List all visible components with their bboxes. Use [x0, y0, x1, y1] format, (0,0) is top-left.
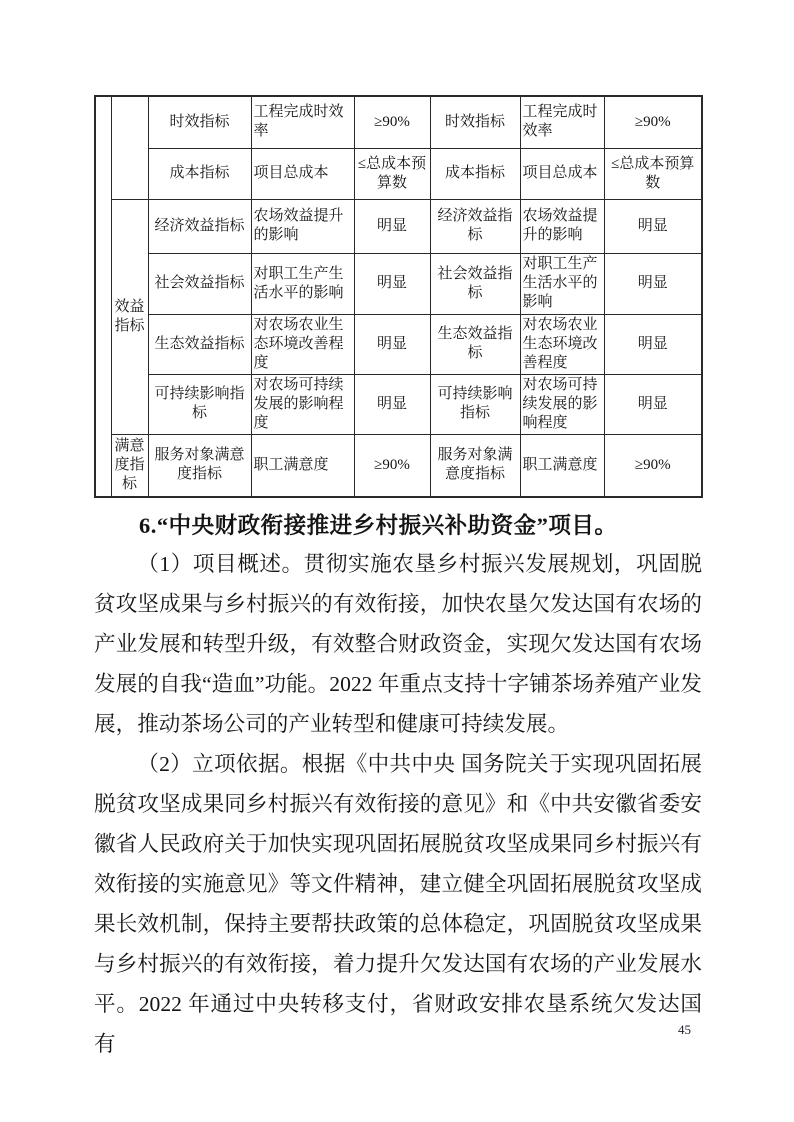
table-cell: 服务对象满意度指标	[148, 434, 251, 497]
table-cell: 对职工生产生活水平的影响	[251, 253, 354, 314]
table-cell: 对农场可持续发展的影响程度	[251, 374, 354, 434]
table-row	[95, 314, 702, 374]
table-cell: 工程完成时效率	[251, 96, 354, 148]
table-cell: 可持续影响指标	[430, 374, 520, 434]
table-cell: 项目总成本	[520, 148, 604, 199]
table-row	[95, 253, 702, 314]
table-cell: 时效指标	[430, 96, 520, 148]
table-cell: 对职工生产生活水平的影响	[520, 253, 604, 314]
table-cell: 明显	[354, 374, 430, 434]
table-cell: 可持续影响指标	[148, 374, 251, 434]
performance-indicator-table	[94, 95, 703, 498]
table-cell: 社会效益指标	[430, 253, 520, 314]
table-cell	[111, 96, 148, 199]
table-row	[95, 434, 702, 497]
table-cell: ≥90%	[354, 434, 430, 497]
table-cell: 经济效益指标	[148, 199, 251, 253]
table-cell: 时效指标	[148, 96, 251, 148]
table-cell	[95, 96, 111, 497]
table-cell: 成本指标	[430, 148, 520, 199]
table-cell: ≥90%	[604, 434, 702, 497]
table-row	[95, 374, 702, 434]
table-cell: 生态效益指标	[430, 314, 520, 374]
table-cell: 服务对象满意度指标	[430, 434, 520, 497]
table-cell: 农场效益提升的影响	[520, 199, 604, 253]
table-cell: 对农场农业生态环境改善程度	[520, 314, 604, 374]
table-cell: 对农场农业生态环境改善程度	[251, 314, 354, 374]
table-cell: 职工满意度	[520, 434, 604, 497]
table-cell: 职工满意度	[251, 434, 354, 497]
table-cell: 对农场可持续发展的影响程度	[520, 374, 604, 434]
table-cell: 明显	[354, 199, 430, 253]
table-cell: 明显	[604, 199, 702, 253]
table-cell: ≤总成本预算数	[604, 148, 702, 199]
table-cell: 经济效益指标	[430, 199, 520, 253]
table-cell: 明显	[604, 253, 702, 314]
table-cell: 社会效益指标	[148, 253, 251, 314]
table-cell: 效益指标	[111, 199, 148, 434]
table-row	[95, 199, 702, 253]
table-cell: 农场效益提升的影响	[251, 199, 354, 253]
table-cell: 明显	[354, 314, 430, 374]
page-content	[94, 95, 702, 1064]
table-cell: 明显	[354, 253, 430, 314]
section-heading: 6.“中央财政衔接推进乡村振兴补助资金”项目。	[139, 513, 618, 538]
table-cell: 生态效益指标	[148, 314, 251, 374]
table-cell: ≥90%	[354, 96, 430, 148]
paragraph-project-basis: （2）立项依据。根据《中共中央 国务院关于实现巩固拓展脱贫攻坚成果同乡村振兴有效衔接的意见》和《中共安徽省委安徽省人民政府关于加快实现巩固拓展脱贫攻坚成果同乡村振兴有效衔接的实施意见》等文件精神，建立健全巩固拓展脱贫攻坚成果长效机制，保持主要帮扶政策的总体稳定，巩固脱贫攻坚成果与乡村振兴的有效衔接，着力提升欠发达国有农场的产业发展水平。2022 年通过中央转移支付，省财政安排农垦系统欠发达国有	[94, 752, 702, 1056]
page-number: 45	[678, 1022, 691, 1037]
table-cell: 明显	[604, 314, 702, 374]
table-row	[95, 96, 702, 148]
table-cell: ≤总成本预算数	[354, 148, 430, 199]
table-row	[95, 148, 702, 199]
table-cell: 成本指标	[148, 148, 251, 199]
table-cell: 满意度指标	[111, 434, 148, 497]
table-cell: 明显	[604, 374, 702, 434]
table-cell: 项目总成本	[251, 148, 354, 199]
paragraph-project-overview: （1）项目概述。贯彻实施农垦乡村振兴发展规划，巩固脱贫攻坚成果与乡村振兴的有效衔接，加快农垦欠发达国有农场的产业发展和转型升级，有效整合财政资金，实现欠发达国有农场发展的自我“造血”功能。2022 年重点支持十字铺茶场养殖产业发展，推动茶场公司的产业转型和健康可持续发展。	[94, 552, 702, 736]
table-cell: ≥90%	[604, 96, 702, 148]
table-cell: 工程完成时效率	[520, 96, 604, 148]
